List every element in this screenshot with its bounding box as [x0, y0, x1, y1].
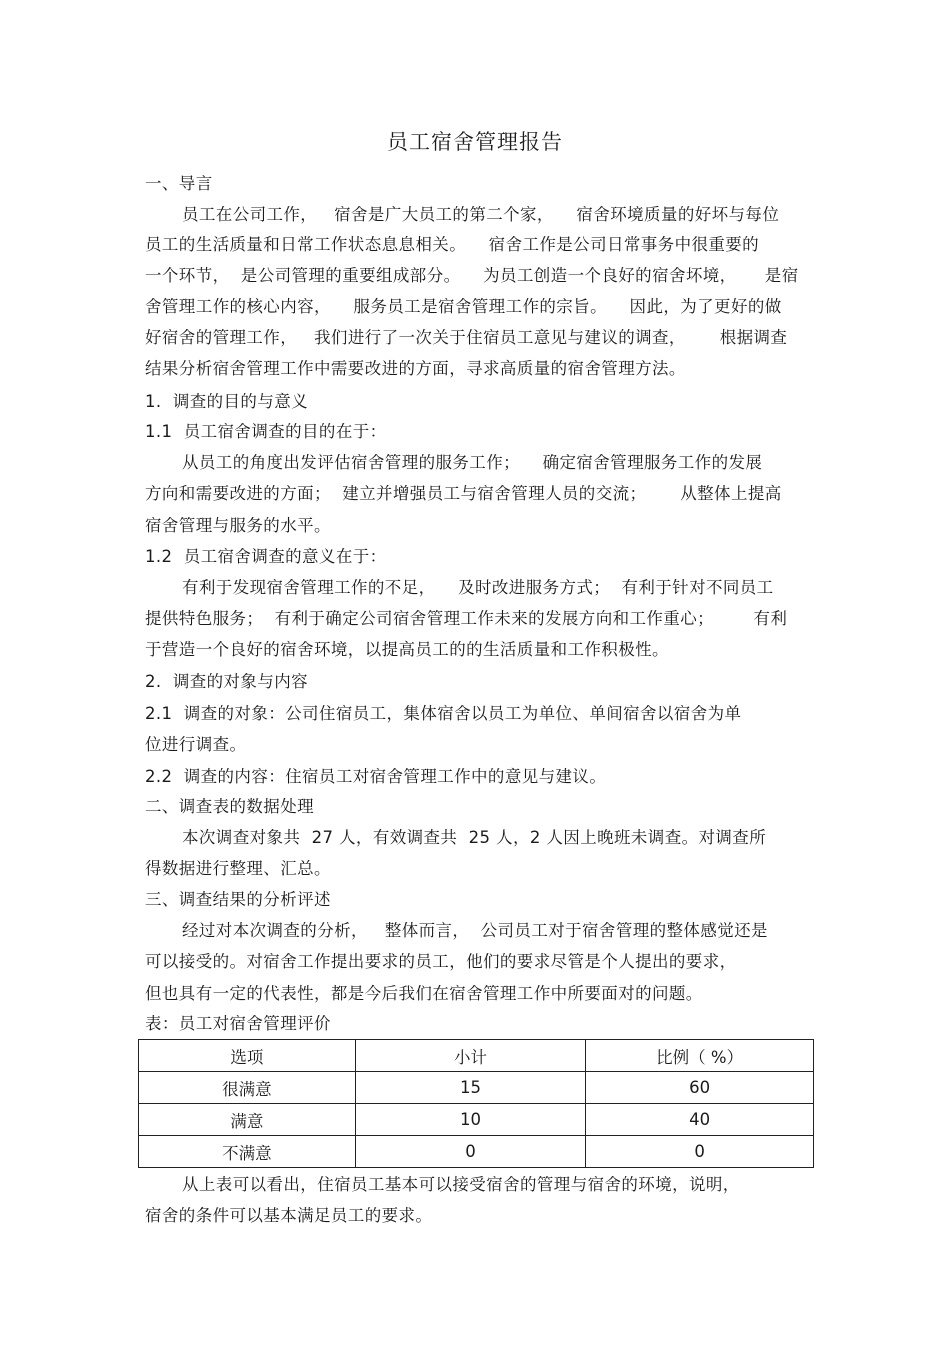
table-header-row	[139, 1040, 814, 1072]
paragraph-line: 经过对本次调查的分析， 整体而言， 公司员工对于宿舍管理的整体感觉还是	[182, 921, 768, 940]
paragraph-line: 从员工的角度出发评估宿舍管理的服务工作； 确定宿舍管理服务工作的发展	[182, 453, 763, 472]
paragraph-line: 位进行调查。	[145, 735, 247, 754]
table-row	[139, 1104, 814, 1136]
header-count: 小计	[355, 1040, 586, 1072]
paragraph-line: 有利于发现宿舍管理工作的不足， 及时改进服务方式； 有利于针对不同员工	[182, 578, 774, 597]
paragraph-line: 但也具有一定的代表性，都是今后我们在宿舍管理工作中所要面对的问题。	[145, 984, 703, 1003]
cell-count: 10	[355, 1104, 586, 1136]
section-heading: 1. 调查的目的与意义	[145, 392, 309, 411]
paragraph-line: 一个环节， 是公司管理的重要组成部分。 为员工创造一个良好的宿舍坏境， 是宿	[145, 266, 799, 285]
cell-count: 15	[355, 1072, 586, 1104]
cell-ratio: 60	[586, 1072, 814, 1104]
cell-option: 满意	[139, 1104, 356, 1136]
paragraph-line: 于营造一个良好的宿舍环境，以提高员工的的生活质量和工作积极性。	[145, 640, 669, 659]
paragraph-line: 好宿舍的管理工作， 我们进行了一次关于住宿员工意见与建议的调查， 根据调查	[145, 328, 788, 347]
evaluation-table	[138, 1039, 814, 1168]
paragraph-line: 宿舍的条件可以基本满足员工的要求。	[145, 1206, 433, 1225]
subsection-heading: 1.2 员工宿舍调查的意义在于：	[145, 547, 387, 566]
cell-option: 很满意	[139, 1072, 356, 1104]
paragraph-line: 方向和需要改进的方面； 建立并增强员工与宿舍管理人员的交流； 从整体上提高	[145, 484, 782, 503]
subsection-line: 2.2 调查的内容：住宿员工对宿舍管理工作中的意见与建议。	[145, 767, 607, 786]
paragraph-line: 员工的生活质量和日常工作状态息息相关。 宿舍工作是公司日常事务中很重要的	[145, 235, 760, 254]
header-option: 选项	[139, 1040, 356, 1072]
table-row	[139, 1072, 814, 1104]
cell-ratio: 0	[586, 1136, 814, 1168]
header-ratio: 比例（ %）	[586, 1040, 814, 1072]
cell-option: 不满意	[139, 1136, 356, 1168]
heading-data-processing: 二、调查表的数据处理	[145, 797, 314, 816]
table-row	[139, 1136, 814, 1168]
paragraph-line: 从上表可以看出，住宿员工基本可以接受宿舍的管理与宿舍的环境，说明，	[182, 1175, 740, 1194]
paragraph-line: 舍管理工作的核心内容， 服务员工是宿舍管理工作的宗旨。 因此，为了更好的做	[145, 297, 782, 316]
document-title: 员工宿舍管理报告	[387, 130, 563, 154]
table-caption: 表：员工对宿舍管理评价	[145, 1014, 331, 1033]
paragraph-line: 本次调查对象共 27 人，有效调查共 25 人，2 人因上晚班未调查。对调查所	[182, 828, 767, 847]
paragraph-line: 员工在公司工作， 宿舍是广大员工的第二个家， 宿舍环境质量的好坏与每位	[182, 205, 780, 224]
cell-ratio: 40	[586, 1104, 814, 1136]
paragraph-line: 宿舍管理与服务的水平。	[145, 516, 331, 535]
subsection-heading: 1.1 员工宿舍调查的目的在于：	[145, 422, 387, 441]
paragraph-line: 可以接受的。对宿舍工作提出要求的员工，他们的要求尽管是个人提出的要求，	[145, 952, 737, 971]
section-heading: 2. 调查的对象与内容	[145, 672, 309, 691]
heading-intro: 一、导言	[145, 174, 213, 193]
cell-count: 0	[355, 1136, 586, 1168]
subsection-line: 2.1 调查的对象：公司住宿员工，集体宿舍以员工为单位、单间宿舍以宿舍为单	[145, 704, 742, 723]
paragraph-line: 提供特色服务； 有利于确定公司宿舍管理工作未来的发展方向和工作重心； 有利	[145, 609, 788, 628]
paragraph-line: 得数据进行整理、汇总。	[145, 859, 331, 878]
heading-analysis: 三、调查结果的分析评述	[145, 890, 331, 909]
paragraph-line: 结果分析宿舍管理工作中需要改进的方面，寻求高质量的宿舍管理方法。	[145, 359, 686, 378]
